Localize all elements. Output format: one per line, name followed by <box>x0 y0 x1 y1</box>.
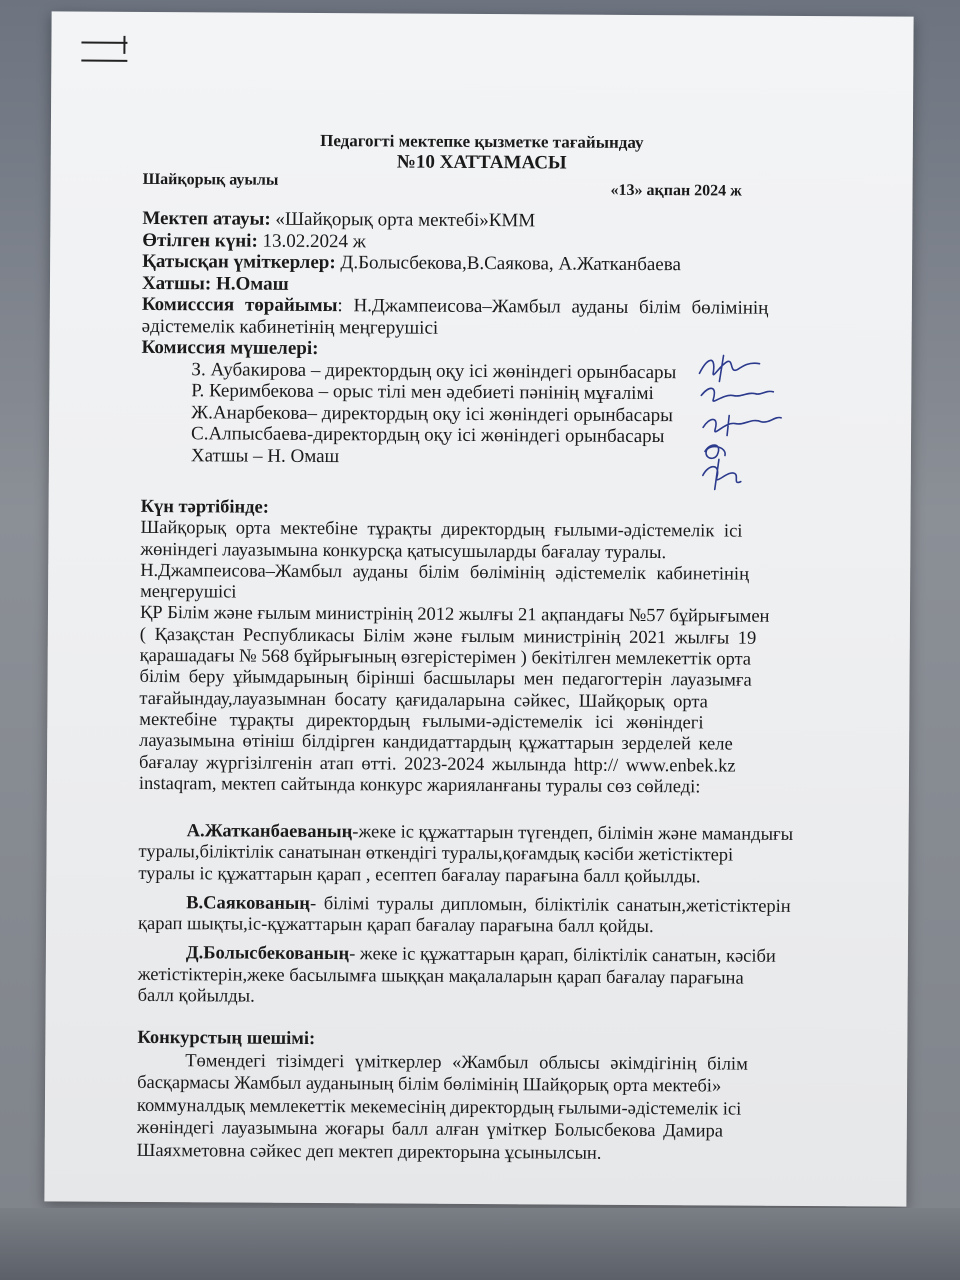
held-date-label: Өтілген күні: <box>142 229 258 252</box>
agenda-line: білім беру ұйымдарының бірінші басшылары мен педагогтерін лауазымға <box>139 667 752 692</box>
chair-value-1: : Н.Джампеисова–Жамбыл ауданы білім бөлімінің <box>337 295 769 319</box>
decision-line: Төмендегі тізімдегі үміткерлер «Жамбыл облысы әкімдігінің білім <box>185 1050 748 1075</box>
evaluation-text: - білімі туралы дипломын, біліктілік санатын,жетістіктерін <box>309 893 791 917</box>
signature-2 <box>701 388 773 401</box>
agenda-label: Күн тәртібінде: <box>140 496 269 518</box>
evaluation-item <box>138 943 838 1011</box>
chair-label: Комисссия төрайымы <box>141 293 338 317</box>
decision-label: Конкурстың шешімі: <box>137 1027 316 1050</box>
decision-line: Шаяхметовна сәйкес деп мектеп директорына ұсынылсын. <box>136 1140 602 1164</box>
candidate-name: Д.Болысбекованың <box>185 943 350 965</box>
signature-4 <box>705 445 725 458</box>
secretary-label: Хатшы: Н.Омаш <box>141 272 289 295</box>
decision-line: коммуналдық мемлекеттік мекемесінің директордың ғылыми-әдістемелік ісі <box>136 1095 742 1120</box>
agenda-line: Н.Джампеисова–Жамбыл ауданы білім бөлімінің әдістемелік кабинетінің <box>140 560 750 585</box>
school-value: «Шайқорық орта мектебі»КММ <box>270 208 536 232</box>
members-label: Комиссия мүшелері: <box>141 336 319 360</box>
paper-sheet <box>44 11 913 1206</box>
agenda-line: Шайқорық орта мектебіне тұрақты директордың ғылыми-әдістемелік ісі <box>140 518 743 542</box>
evaluations-block <box>138 821 839 1012</box>
agenda-line: бағалау жүргізілгенін атап өтті. 2023-2024 жылында http:// www.enbek.kz <box>138 752 736 777</box>
decision-block <box>137 1027 838 1166</box>
signature-3 <box>703 415 781 435</box>
evaluation-line: жетістіктерін,жеке басылымға шыққан мақалаларын қарап бағалау парағына <box>137 964 744 989</box>
signature-1 <box>699 355 759 381</box>
document-date: «13» ақпан 2024 ж <box>610 181 742 200</box>
decision-line: жөніндегі лауазымына жоғары балл алған үміткер Болысбекова Дамира <box>136 1117 724 1142</box>
evaluation-item <box>138 821 838 889</box>
signature-5 <box>703 459 741 489</box>
evaluation-line: туралы,біліктілік санатынан өткендігі туралы,қоғамдық кәсіби жетістіктері <box>138 842 734 866</box>
chair-value-2: әдістемелік кабинетінің меңгерушісі <box>141 315 439 339</box>
agenda-line: қарашадағы № 568 бұйрығының өзгерістерімен ) бекітілген мемлекеттік орта <box>139 646 752 670</box>
document-title-line2: №10 ХАТТАМАСЫ <box>396 151 567 174</box>
agenda-line: жөніндегі лауазымына конкурсқа қатысушыларды бағалау туралы. <box>140 539 667 563</box>
evaluation-text: -жеке іс құжаттарын түгендеп, білімін және мамандығы <box>352 822 794 845</box>
table-surface <box>0 1208 960 1280</box>
evaluation-text: - жеке іс құжаттарын қарап, біліктілік санатын, кәсіби <box>349 944 776 968</box>
candidate-name: А.Жатканбаеваның <box>186 821 353 843</box>
agenda-line: меңгерушісі <box>140 582 237 603</box>
school-label: Мектеп атауы: <box>142 207 271 230</box>
agenda-line: лауазымына өтініш білдірген кандидаттардың құжаттарын зерделей келе <box>139 731 733 755</box>
document-title-line1: Педагогті мектепке қызметке тағайындау <box>320 131 644 152</box>
evaluation-item <box>138 893 838 940</box>
member-item: Р. Керимбекова – орыс тілі мен әдебиеті пәнінің мұғалімі <box>191 380 654 405</box>
document-content <box>44 11 913 1206</box>
candidates-label: Қатысқан үміткерлер: <box>142 250 336 274</box>
handwritten-signatures <box>689 351 820 492</box>
candidates-value: Д.Болысбекова,В.Саякова, А.Жатканбаева <box>335 252 681 276</box>
member-item: З. Аубакирова – директордың оқу ісі жөніндегі орынбасары <box>191 358 677 383</box>
candidate-name: В.Саякованың <box>186 893 311 914</box>
evaluation-line: балл қойылды. <box>137 986 255 1007</box>
village-name: Шайқорық ауылы <box>142 170 279 189</box>
evaluation-line: қарап шықты,іс-құжаттарын қарап бағалау парағына балл қойды. <box>138 914 654 938</box>
agenda-line: тағайындау,лауазымнан босату қағидаларына сәйкес, Шайқорық орта <box>139 688 708 713</box>
agenda-line: ҚР Білім және ғылым министрінің 2012 жылғы 21 ақпандағы №57 бұйрығымен <box>139 603 770 628</box>
agenda-line: ( Қазақстан Республикасы Білім және ғылым министрінің 2021 жылғы 19 <box>139 624 757 649</box>
member-item: Хатшы – Н. Омаш <box>190 444 340 467</box>
member-item: Ж.Анарбекова– директордың оқу ісі жөніндегі орынбасары <box>191 401 674 426</box>
agenda-line: мектебіне тұрақты директордың ғылыми-әдістемелік ісі жөніндегі <box>139 709 704 734</box>
evaluation-line: туралы іс құжаттарын қарап , есептеп бағалау парағына балл қойылды. <box>138 863 701 887</box>
decision-line: басқармасы Жамбыл ауданының білім бөлімінің Шайқорық орта мектебі» <box>137 1072 722 1097</box>
agenda-line: instaqram, мектеп сайтында конкурс жарияланғаны туралы сөз сөйледі: <box>138 773 701 798</box>
agenda-block <box>139 497 841 799</box>
member-item: С.Алпысбаева-директордың оқу ісі жөніндегі орынбасары <box>191 423 665 448</box>
held-date-value: 13.02.2024 ж <box>257 230 367 252</box>
